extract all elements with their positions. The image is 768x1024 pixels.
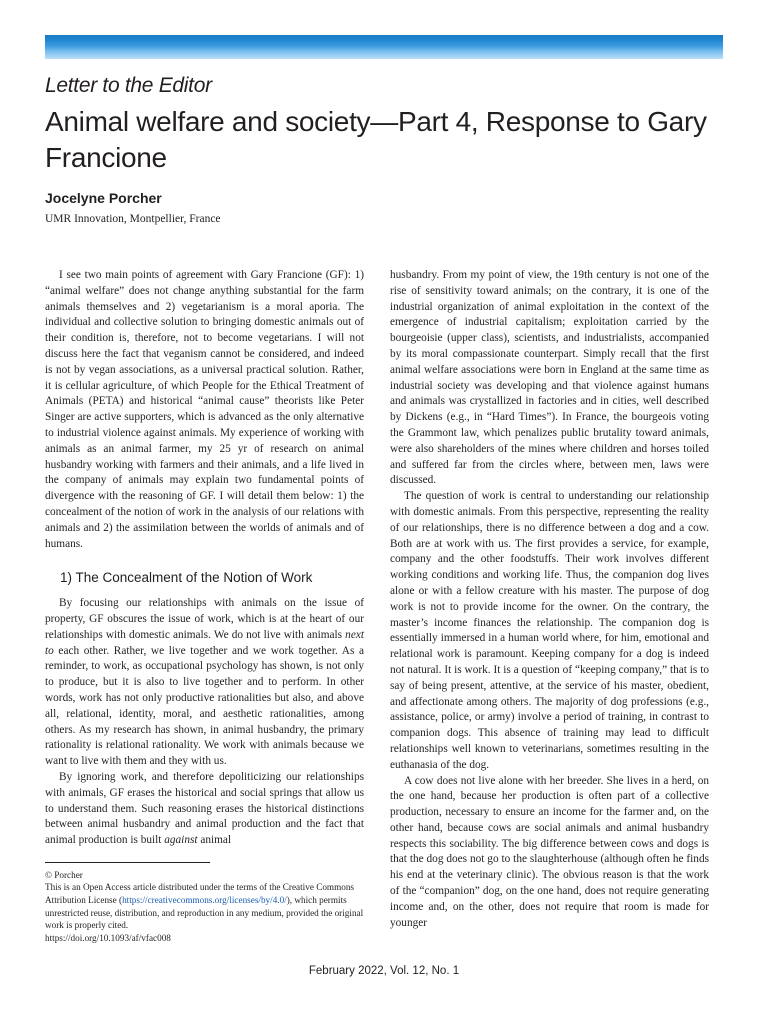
doi-link[interactable]: https://doi.org/10.1093/af/vfac008 bbox=[45, 932, 171, 943]
footnote-divider bbox=[45, 862, 210, 863]
left-column bbox=[45, 268, 364, 944]
copyright-notice: © Porcher bbox=[45, 869, 83, 880]
paragraph-work-1: By focusing our relationships with animals on the issue of property, GF obscures the issue of work, which is at the heart of our relationships with domestic animals. We do not live with animals next to each other. Rather, we live together and we work together. As a reminder, to work, as occupational psychology has shown, is not only to produce, but it is also to live together and to perform. In other words, work has not only productive rationalities but also, and above all, relational, identity, moral, and aesthetic rationalities, among others. As my research has shown, in animal husbandry, the primary rationality is relational rationality. We work with animals because we want to live with them and they with us. bbox=[45, 597, 364, 768]
journal-header-banner bbox=[45, 35, 723, 59]
section-label: Letter to the Editor bbox=[45, 74, 212, 97]
license-notice: This is an Open Access article distributed under the terms of the Creative Commons Attribution License (https://creativecommons.org/licenses/by/4.0/), which permits unrestricted reuse, distribution, and reproduction in any medium, provided the original work is properly cited. bbox=[45, 882, 364, 931]
paragraph-cow-work: A cow does not live alone with her breeder. She lives in a herd, on the one hand, because her production is often part of a collective production, necessary to ensure an income for the farmer and, on the other hand, because cows are social animals and animal husbandry respects this sociability. The big difference between cows and dogs is that the dog does not go to the slaughterhouse (although often he finds his end at the veterinary clinic). The obvious reason is that the work of the “companion” dog, on the one hand, does not require generating income and, on the other, does not require that room is made for younger bbox=[390, 774, 709, 929]
section-heading: 1) The Concealment of the Notion of Work bbox=[60, 570, 313, 586]
right-column bbox=[390, 268, 709, 931]
emphasis-next-to: next to bbox=[45, 628, 364, 657]
paragraph-dog-work: The question of work is central to understanding our relationship with domestic animals. From this perspective, representing the reality of our relationships, there is no difference between a dog and a cow. Both are at work with us. The first provides a service, for example, company and the other foodstuffs. Their work involves different working conditions and working life. Thus, the companion dog lives alone or with a fellow creature with his master. The purpose of dog work is not to provide income for the owner. On the contrary, the master’s income finances the relationship. The companion dog is essentially immersed in a human world where, for him, emotional and relational work is paramount. Keeping company for a dog is indeed not natural. It is work. It is a question of “keeping company,” that is to say of being present, attentive, at the service of his master, obedient, and affectionate among others. The majority of dog professions (e.g., assistance, police, or army) involve a period of training, in contrast to companion dogs. This absence of training may lead to difficult relationships well known to veterinarians, sometimes resulting in the euthanasia of the dog. bbox=[390, 490, 709, 771]
article-title: Animal welfare and society—Part 4, Response to Gary Francione bbox=[45, 106, 707, 173]
footnote bbox=[45, 869, 364, 945]
paragraph-intro: I see two main points of agreement with Gary Francione (GF): 1) “animal welfare” does not change anything substantial for the farm animals themselves and 2) vegetarianism is a moral aporia. The individual and collective solution to bringing domestic animals out of their condition is, therefore, not to become vegetarians. I will not discuss here the fact that veganism cannot be considered, and indeed is not by vegan associations, as a universal practical solution. Rather, it is cellular agriculture, of which People for the Ethical Treatment of Animals (PETA) and historical “animal cause” theorists like Peter Singer are active supporters, which is advanced as the only alternative to industrial violence against animals. My experience of working with animals as an animal farmer, my 25 yr of research on animal husbandry working with farmers and their animals, and a life lived in the company of animals may explain two fundamental points of divergence with the reasoning of GF. I will detail them below: 1) the concealment of the notion of work in the analysis of our relations with animals and 2) the assimilation between the worlds of animals and of humans. bbox=[45, 269, 364, 550]
paragraph-work-2: By ignoring work, and therefore depoliticizing our relationships with animals, GF erases the historical and social springs that allow us to understand them. Such reasoning erases the historical distinctions between animal husbandry and animal production and the fact that animal production is built against animal bbox=[45, 770, 364, 847]
paragraph-history: husbandry. From my point of view, the 19th century is not one of the rise of sensitivity toward animals; on the contrary, it is one of the industrial organization of animal exploitation in the context of the emergence of industrial capitalism; exploitation carried by the bourgeoisie (upper class), scientists, and industrialists, accompanied by its moral compassionate counterpart. Simply recall that the first animal welfare associations were born in England at the same time as industrial society was developing and that violence against humans and animals was crystallized in factories and in cities, well described by Dickens (e.g., in “Hard Times”). In France, the bourgeois voting the Grammont law, which penalizes public brutality toward animals, were also shareholders of the mines where children and horses toiled and suffered far from the circles where, between men, laws were discussed. bbox=[390, 269, 709, 487]
emphasis-against: against bbox=[164, 834, 198, 847]
page-footer: February 2022, Vol. 12, No. 1 bbox=[308, 965, 460, 977]
author-name: Jocelyne Porcher bbox=[45, 190, 162, 206]
author-affiliation: UMR Innovation, Montpellier, France bbox=[45, 213, 221, 225]
license-link[interactable]: https://creativecommons.org/licenses/by/4.0/ bbox=[122, 895, 287, 906]
